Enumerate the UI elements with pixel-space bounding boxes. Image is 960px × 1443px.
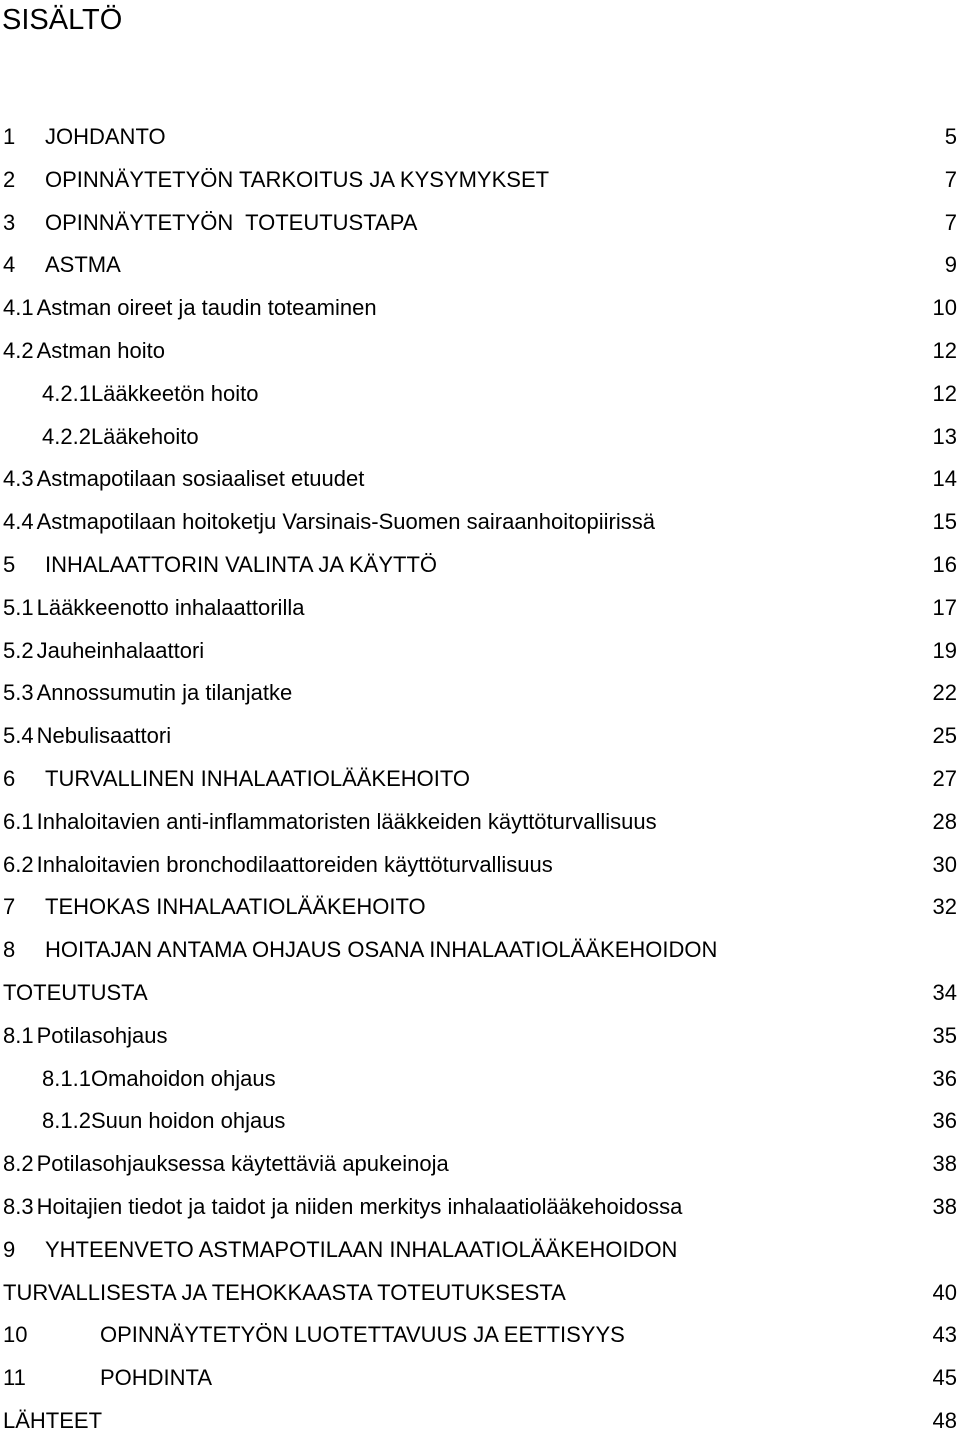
toc-title: TEHOKAS INHALAATIOLÄÄKEHOITO: [45, 894, 426, 920]
toc-title: Potilasohjaus: [36, 1022, 168, 1048]
toc-number: 8.2: [3, 1151, 34, 1177]
toc-title: Inhaloitavien bronchodilaattoreiden käyttöturvallisuus: [36, 851, 553, 877]
toc-number: 9: [3, 1236, 16, 1262]
toc-page-number: 34: [932, 979, 957, 1005]
table-of-contents: [0, 116, 960, 1443]
toc-page-number: 27: [932, 765, 957, 791]
toc-number: 5.3: [3, 680, 34, 706]
toc-title: Nebulisaattori: [36, 723, 172, 749]
toc-page-number: 22: [932, 680, 957, 706]
toc-page-number: 7: [944, 166, 957, 192]
toc-number: 6.1: [3, 808, 34, 834]
toc-entry-4-3[interactable]: [0, 458, 960, 501]
toc-number: 5.4: [3, 723, 34, 749]
toc-entry-8[interactable]: [0, 929, 960, 972]
toc-entry-8-3[interactable]: [0, 1186, 960, 1229]
toc-title: Lääkkeenotto inhalaattorilla: [36, 594, 305, 620]
toc-page-number: 5: [944, 124, 957, 149]
toc-entry-9[interactable]: [0, 1229, 960, 1272]
toc-entry-8-1-1[interactable]: [0, 1058, 960, 1101]
toc-entry-4-2[interactable]: [0, 330, 960, 373]
toc-page-number: 10: [932, 295, 957, 321]
toc-number: 4.1: [3, 295, 34, 321]
toc-title: JOHDANTO: [45, 124, 166, 149]
toc-page-number: 7: [944, 209, 957, 235]
toc-number: 6: [3, 765, 16, 791]
toc-entry-1[interactable]: [0, 116, 960, 159]
toc-number: 8.1.2: [42, 1108, 91, 1134]
toc-page-number: 43: [932, 1322, 957, 1348]
toc-number: 1: [3, 124, 16, 149]
toc-page-number: 30: [932, 851, 957, 877]
toc-page-number: 40: [932, 1279, 957, 1305]
toc-page-number: 12: [932, 337, 957, 363]
toc-title: Annossumutin ja tilanjatke: [36, 680, 293, 706]
toc-title: OPINNÄYTETYÖN TOTEUTUSTAPA: [45, 209, 418, 235]
toc-page-number: 36: [932, 1108, 957, 1134]
toc-page-number: 16: [932, 551, 957, 577]
toc-number: 2: [3, 166, 16, 192]
toc-entry-10[interactable]: [0, 1314, 960, 1357]
toc-entry-4-1[interactable]: [0, 287, 960, 330]
toc-entry-5-1[interactable]: [0, 587, 960, 630]
toc-page-number: 17: [932, 594, 957, 620]
toc-title: HOITAJAN ANTAMA OHJAUS OSANA INHALAATIOLÄÄKEHOIDON: [45, 937, 718, 963]
toc-entry-11[interactable]: [0, 1357, 960, 1400]
toc-title: POHDINTA: [100, 1365, 213, 1391]
toc-title: TOTEUTUSTA: [3, 979, 148, 1005]
toc-entry-references[interactable]: [0, 1400, 960, 1443]
toc-entry-6-2[interactable]: [0, 844, 960, 887]
toc-entry-8-1-2[interactable]: [0, 1100, 960, 1143]
toc-title: TURVALLISESTA JA TEHOKKAASTA TOTEUTUKSESTA: [3, 1279, 566, 1305]
toc-number: 4.2: [3, 337, 34, 363]
toc-title: YHTEENVETO ASTMAPOTILAAN INHALAATIOLÄÄKEHOIDON: [45, 1236, 678, 1262]
toc-entry-7[interactable]: [0, 886, 960, 929]
toc-page-number: 19: [932, 637, 957, 663]
toc-title: INHALAATTORIN VALINTA JA KÄYTTÖ: [45, 551, 438, 577]
toc-number: 8: [3, 937, 16, 963]
toc-page-number: 32: [932, 894, 957, 920]
toc-page-number: 9: [944, 252, 957, 278]
toc-number: 3: [3, 209, 16, 235]
toc-title: Astman oireet ja taudin toteaminen: [36, 295, 377, 321]
toc-entry-4[interactable]: [0, 244, 960, 287]
toc-entry-6[interactable]: [0, 758, 960, 801]
toc-number: 8.1.1: [42, 1065, 91, 1091]
toc-entry-5[interactable]: [0, 544, 960, 587]
toc-page-number: 12: [932, 380, 957, 406]
toc-page-number: 13: [932, 423, 957, 449]
toc-entry-8-2[interactable]: [0, 1143, 960, 1186]
toc-title: Lääkehoito: [90, 423, 199, 449]
page-title: SISÄLTÖ: [2, 4, 123, 36]
toc-entry-3[interactable]: [0, 202, 960, 245]
toc-number: 10: [3, 1322, 28, 1348]
toc-number: 5.2: [3, 637, 34, 663]
toc-title: Lääkkeetön hoito: [90, 380, 259, 406]
toc-entry-8-continued[interactable]: [0, 972, 960, 1015]
toc-title: Inhaloitavien anti-inflammatoristen lääkkeiden käyttöturvallisuus: [36, 808, 657, 834]
toc-number: 4.4: [3, 509, 34, 535]
toc-entry-8-1[interactable]: [0, 1015, 960, 1058]
toc-title: ASTMA: [45, 252, 121, 278]
toc-page-number: 45: [932, 1365, 957, 1391]
toc-entry-9-continued[interactable]: [0, 1272, 960, 1315]
toc-title: TURVALLINEN INHALAATIOLÄÄKEHOITO: [45, 765, 471, 791]
toc-title: Jauheinhalaattori: [36, 637, 205, 663]
toc-number: 11: [3, 1365, 26, 1391]
toc-page-number: 35: [932, 1022, 957, 1048]
toc-page-number: 28: [932, 808, 957, 834]
toc-entry-2[interactable]: [0, 159, 960, 202]
toc-number: 5: [3, 551, 16, 577]
toc-entry-4-4[interactable]: [0, 501, 960, 544]
toc-number: 7: [3, 894, 16, 920]
toc-title: Omahoidon ohjaus: [90, 1065, 276, 1091]
toc-number: 4.2.2: [42, 423, 91, 449]
toc-title: OPINNÄYTETYÖN TARKOITUS JA KYSYMYKSET: [45, 166, 550, 192]
toc-entry-5-4[interactable]: [0, 715, 960, 758]
toc-page-number: 14: [932, 466, 957, 492]
toc-entry-4-2-2[interactable]: [0, 416, 960, 459]
toc-page-number: 15: [932, 509, 957, 535]
toc-entry-6-1[interactable]: [0, 801, 960, 844]
toc-title: Suun hoidon ohjaus: [90, 1108, 286, 1134]
toc-number: 4.3: [3, 466, 34, 492]
toc-number: 4: [3, 252, 16, 278]
toc-number: 8.3: [3, 1193, 34, 1219]
toc-number: 6.2: [3, 851, 34, 877]
toc-title: Hoitajien tiedot ja taidot ja niiden merkitys inhalaatiolääkehoidossa: [36, 1193, 683, 1219]
toc-title: Astmapotilaan sosiaaliset etuudet: [36, 466, 365, 492]
toc-title: Potilasohjauksessa käytettäviä apukeinoja: [36, 1151, 449, 1177]
toc-page-number: 38: [932, 1151, 957, 1177]
toc-title: OPINNÄYTETYÖN LUOTETTAVUUS JA EETTISYYS: [100, 1322, 625, 1348]
toc-number: 8.1: [3, 1022, 34, 1048]
toc-page-number: 48: [932, 1407, 957, 1433]
toc-entry-5-3[interactable]: [0, 672, 960, 715]
toc-title: Astmapotilaan hoitoketju Varsinais-Suomen sairaanhoitopiirissä: [36, 509, 655, 535]
toc-page-number: 38: [932, 1193, 957, 1219]
toc-entry-4-2-1[interactable]: [0, 373, 960, 416]
toc-page-number: 25: [932, 723, 957, 749]
toc-title: LÄHTEET: [3, 1407, 103, 1433]
toc-entry-5-2[interactable]: [0, 630, 960, 673]
toc-number: 5.1: [3, 594, 34, 620]
toc-page-number: 36: [932, 1065, 957, 1091]
toc-number: 4.2.1: [42, 380, 91, 406]
toc-title: Astman hoito: [36, 337, 165, 363]
